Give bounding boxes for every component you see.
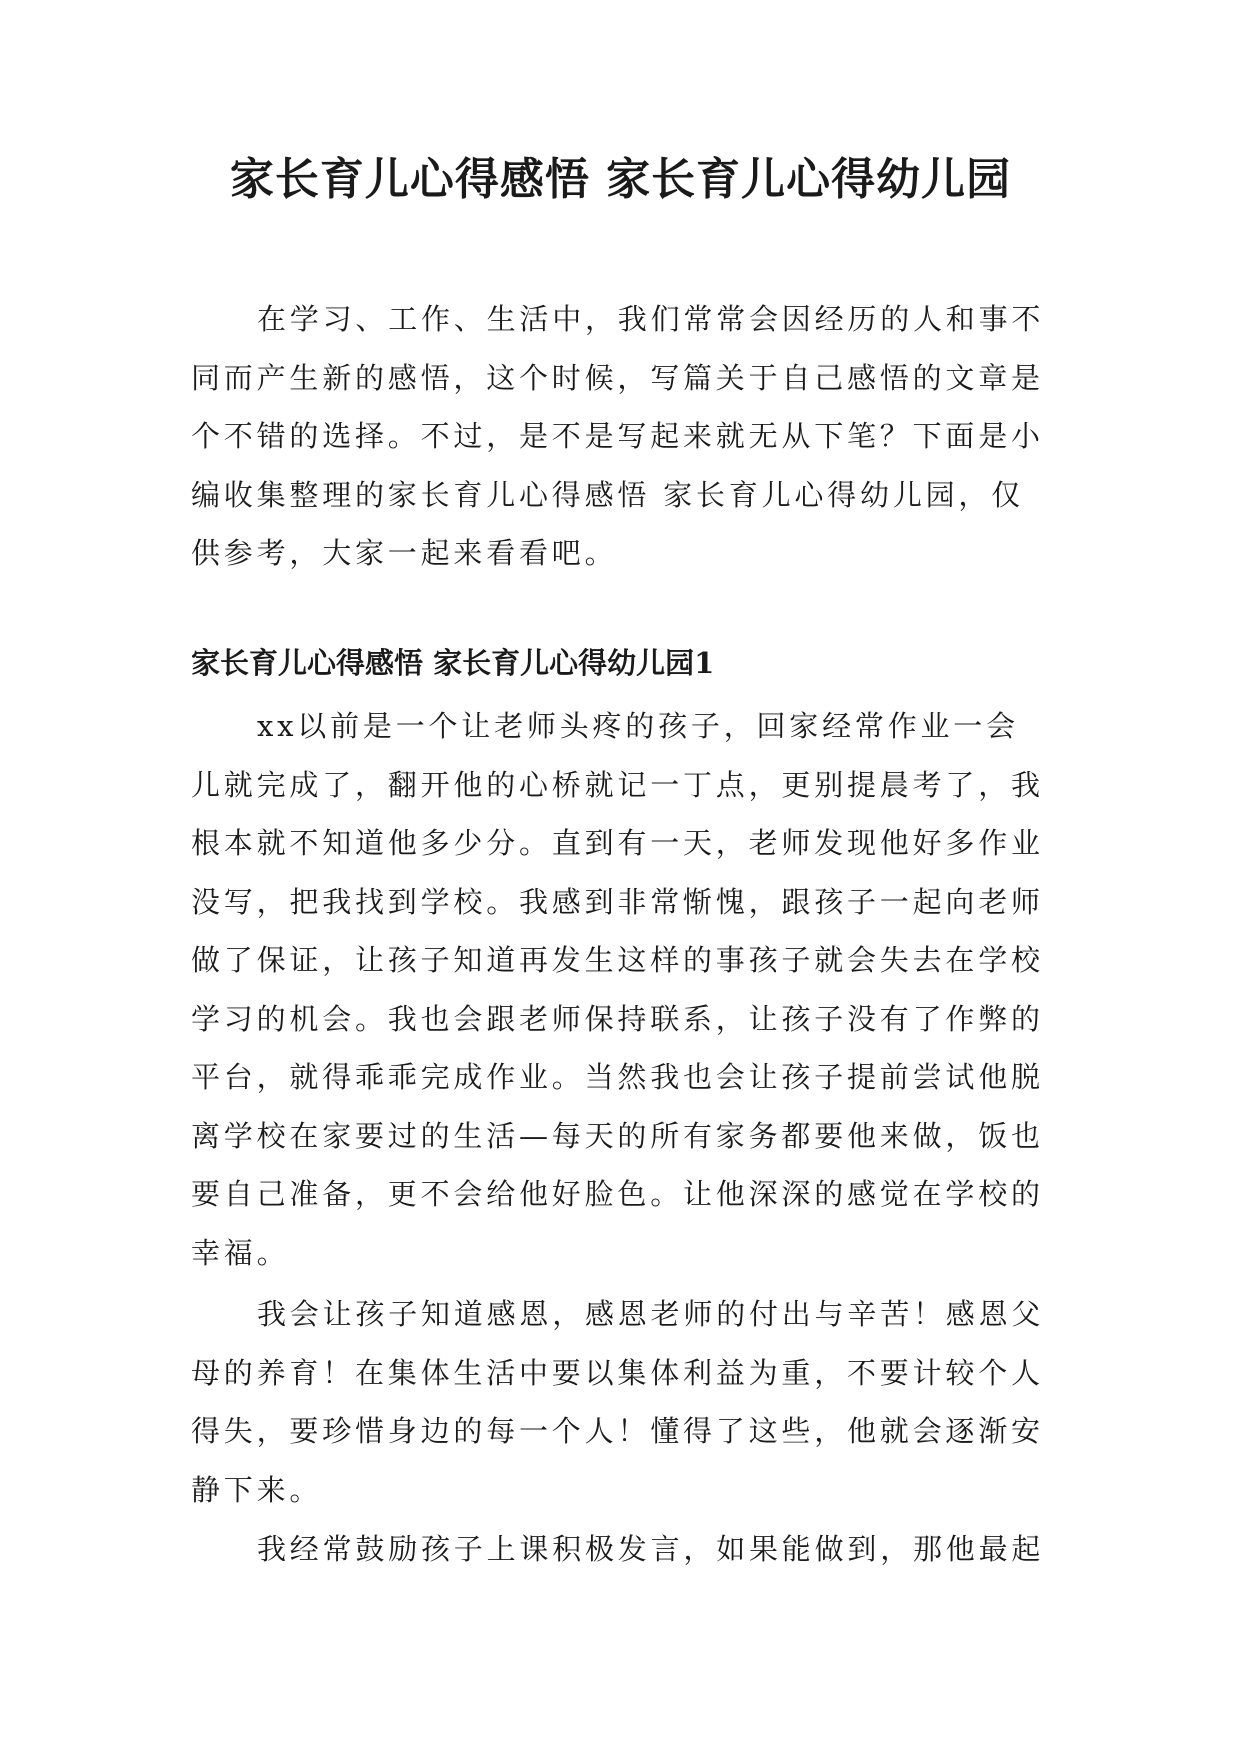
- body-paragraph-2: 我会让孩子知道感恩，感恩老师的付出与辛苦！感恩父母的养育！在集体生活中要以集体利益为重，不要计较个人得失，要珍惜身边的每一个人！懂得了这些，他就会逐渐安静下来。: [191, 1297, 1045, 1507]
- body-paragraph-3: 我经常鼓励孩子上课积极发言，如果能做到，那他最起: [257, 1532, 1045, 1566]
- section-heading: 家长育儿心得感悟 家长育儿心得幼儿园1: [191, 646, 715, 680]
- body-paragraph-1: xx以前是一个让老师头疼的孩子，回家经常作业一会儿就完成了，翻开他的心桥就记一丁点，更别提晨考了，我根本就不知道他多少分。直到有一天，老师发现他好多作业没写，把我找到学校。我感到非常惭愧，跟孩子一起向老师做了保证，让孩子知道再发生这样的事孩子就会失去在学校学习的机会。我也会跟老师保持联系，让孩子没有了作弊的平台，就得乖乖完成作业。当然我也会让孩子提前尝试他脱离学校在家要过的生活—每天的所有家务都要他来做，饭也要自己准备，更不会给他好脸色。让他深深的感觉在学校的幸福。: [191, 709, 1044, 1270]
- document-title: 家长育儿心得感悟 家长育儿心得幼儿园: [229, 154, 1012, 205]
- intro-paragraph: 在学习、工作、生活中，我们常常会因经历的人和事不同而产生新的感悟，这个时候，写篇关于自己感悟的文章是个不错的选择。不过，是不是写起来就无从下笔？下面是小编收集整理的家长育儿心得感悟 家长育儿心得幼儿园，仅供参考，大家一起来看看吧。: [191, 302, 1045, 570]
